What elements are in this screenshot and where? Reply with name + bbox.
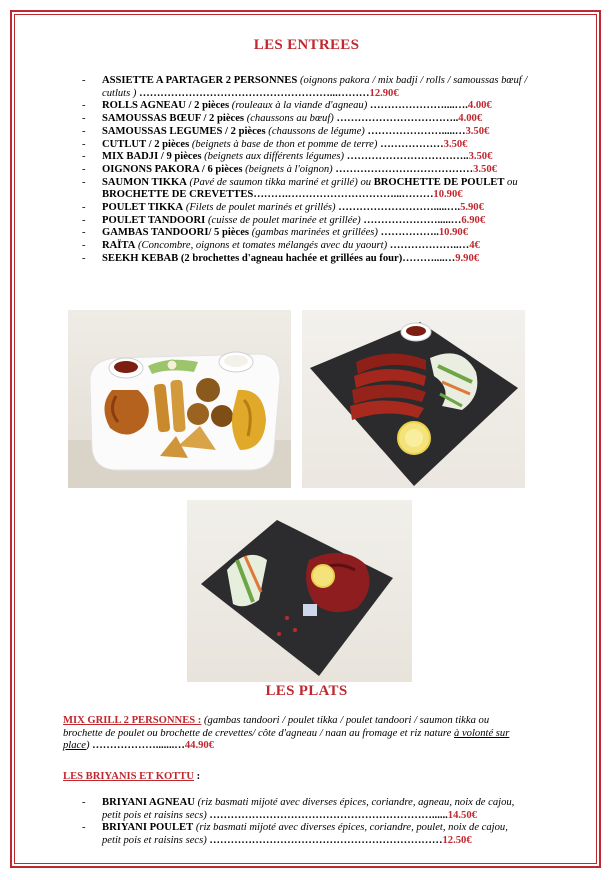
menu-item: - SAMOUSSAS LEGUMES / 2 pièces (chaussons de légume) ………………….....…3.50€ xyxy=(82,126,528,139)
menu-item: - BRIYANI POULET (riz basmati mijoté avec diverses épices, coriandre, poulet, noix de cajou, petit pois et raisins secs) …………………………………………………………12.50€ xyxy=(82,822,528,847)
menu-item: - OIGNONS PAKORA / 6 pièces (beignets à l'oignon) …………………………………3.50€ xyxy=(82,164,528,177)
briyanis-heading: LES BRIYANIS ET KOTTU : xyxy=(63,771,201,782)
menu-item: - MIX BADJI / 9 pièces (beignets aux différents légumes) ……………………………..3.50€ xyxy=(82,151,528,164)
saumon-illustration xyxy=(187,500,412,682)
platter-illustration xyxy=(68,310,291,488)
section-title-entrees: LES ENTREES xyxy=(253,37,360,53)
photo-saumon-tikka xyxy=(187,500,412,682)
gambas-illustration xyxy=(302,310,525,488)
photo-shared-platter xyxy=(68,310,291,488)
menu-item: - SEEKH KEBAB (2 brochettes d'agneau hachée et grillées au four)………....…9.90€ xyxy=(82,253,528,266)
menu-item: - GAMBAS TANDOORI/ 5 pièces (gambas marinées et grillées) ……………..10.90€ xyxy=(82,227,528,240)
menu-item: - POULET TIKKA (Filets de poulet marinés et grillés) ……………………….....….5.90€ xyxy=(82,202,528,215)
menu-item: - CUTLUT / 2 pièces (beignets à base de thon et pomme de terre) ………………3.50€ xyxy=(82,139,528,152)
photo-gambas-tandoori xyxy=(302,310,525,488)
menu-item: - BRIYANI AGNEAU (riz basmati mijoté avec diverses épices, coriandre, agneau, noix de cajou, petit pois et raisins secs) ………………………………………………………......14.50€ xyxy=(82,797,528,822)
menu-item: - RAÏTA (Concombre, oignons et tomates mélangés avec du yaourt) ………………..…4€ xyxy=(82,240,528,253)
menu-item: - POULET TANDOORI (cuisse de poulet marinée et grillée) ………………….....…6.90€ xyxy=(82,215,528,228)
menu-item: - SAMOUSSAS BŒUF / 2 pièces (chaussons au bœuf) ……………………………..4.00€ xyxy=(82,113,528,126)
entrees-list xyxy=(82,75,528,266)
section-title-plats: LES PLATS xyxy=(265,683,348,699)
menu-item: - SAUMON TIKKA (Pavé de saumon tikka mariné et grillé) ou BROCHETTE DE POULET ou BROCHETTE DE CREVETTES……….…………………………...………10.90€ xyxy=(82,177,528,202)
menu-item: - ASSIETTE A PARTAGER 2 PERSONNES (oignons pakora / mix badji / rolls / samoussas bœuf / cutluts ) ………………………………………………...………12.90€ xyxy=(82,75,528,100)
menu-item: - ROLLS AGNEAU / 2 pièces (rouleaux à la viande d'agneau) …………………....….4.00€ xyxy=(82,100,528,113)
mix-grill-item: MIX GRILL 2 PERSONNES : (gambas tandoori / poulet tikka / poulet tandoori / saumon tikka ou brochette de poulet ou brochette de crevettes/ côte d'agneau / naan au fromage et riz nature à volonté sur place) ……………….......…44.90€ xyxy=(63,715,510,752)
briyanis-list xyxy=(82,797,528,848)
